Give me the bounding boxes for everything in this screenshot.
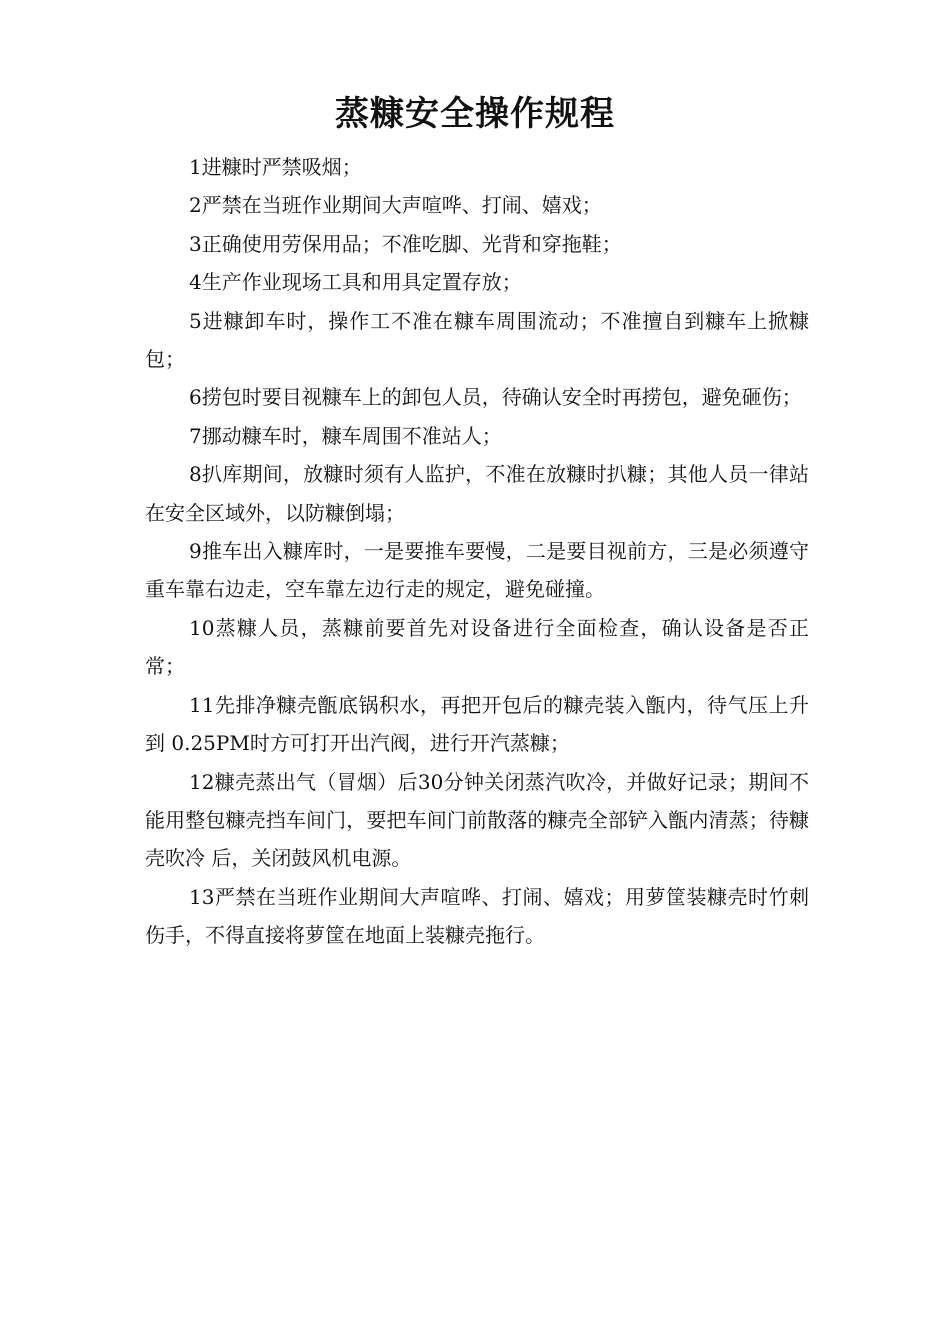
rule-item: 5进糠卸车时，操作工不准在糠车周围流动；不准擅自到糠车上掀糠包； (145, 308, 809, 372)
rule-item: 12糠壳蒸出气（冒烟）后30分钟关闭蒸汽吹冷，并做好记录；期间不能用整包糠壳挡车间门，要把车间门前散落的糠壳全部铲入甑内清蒸；待糠壳吹冷 后，关闭鼓风机电源。 (145, 769, 809, 871)
rule-item: 9推车出入糠库时，一是要推车要慢，二是要目视前方，三是必须遵守重车靠右边走，空车靠左边行走的规定，避免碰撞。 (145, 539, 809, 602)
rule-item: 1进糠时严禁吸烟； (189, 155, 362, 179)
rule-item: 4生产作业现场工具和用具定置存放； (189, 270, 522, 295)
rules-list (145, 148, 809, 955)
rule-item: 10蒸糠人员，蒸糠前要首先对设备进行全面检查，确认设备是否正常； (145, 615, 809, 679)
rule-item: 7挪动糠车时，糠车周围不准站人； (189, 423, 502, 448)
document-title: 蒸糠安全操作规程 (335, 94, 615, 134)
rule-item: 3正确使用劳保用品；不准吃脚、光背和穿拖鞋； (189, 231, 622, 256)
rule-item: 6捞包时要目视糠车上的卸包人员，待确认安全时再捞包，避免砸伤； (189, 385, 802, 410)
rule-item: 2严禁在当班作业期间大声喧哗、打闹、嬉戏； (189, 193, 602, 218)
rule-item: 8扒库期间，放糠时须有人监护，不准在放糠时扒糠；其他人员一律站在安全区域外，以防糠倒塌； (145, 462, 809, 525)
rule-item: 11先排净糠壳甑底锅积水，再把开包后的糠壳装入甑内，待气压上升到 0.25PM时方可打开出汽阀，进行开汽蒸糠； (145, 692, 809, 756)
rule-item: 13严禁在当班作业期间大声喧哗、打闹、嬉戏；用萝筐装糠壳时竹刺伤手，不得直接将萝筐在地面上装糠壳拖行。 (145, 884, 809, 948)
